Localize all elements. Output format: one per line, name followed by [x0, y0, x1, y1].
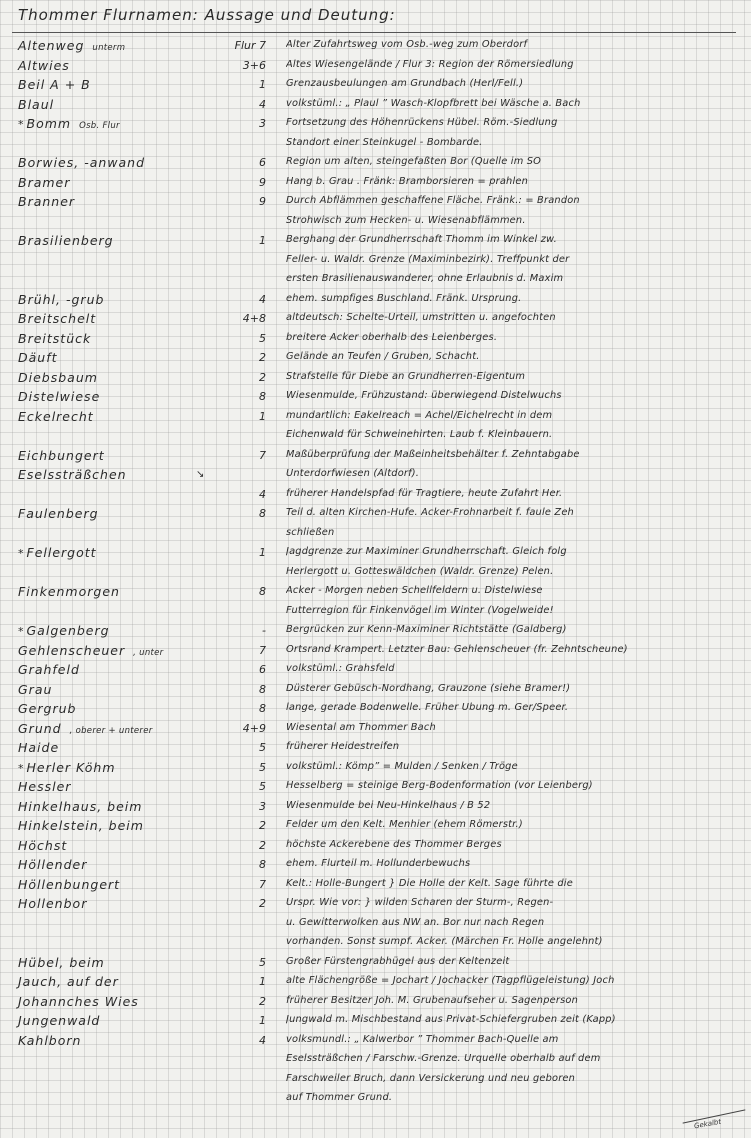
list-item	[0, 857, 751, 877]
flur-number: 6	[259, 663, 266, 676]
meaning-text: Hang b. Grau . Fränk: Bramborsieren = prahlen	[286, 175, 529, 187]
flur-number: 7	[259, 448, 266, 462]
meaning-text: Großer Fürstengrabhügel aus der Keltenzeit	[286, 955, 510, 967]
flurname-term	[18, 584, 120, 599]
term-qualifier: , unter	[133, 647, 164, 658]
flurname-term	[18, 116, 120, 131]
list-item	[0, 584, 751, 604]
term-text: Grau	[18, 681, 53, 697]
flurname-term	[18, 740, 59, 755]
list-item	[0, 292, 751, 312]
term-text: Gergrub	[18, 701, 77, 716]
flur-number: 5	[259, 760, 266, 774]
flurnamen-list	[0, 38, 751, 1111]
list-item	[0, 877, 751, 897]
meaning-text: früherer Heidestreifen	[286, 741, 400, 752]
list-item	[0, 779, 751, 799]
meaning-text: volkstüml.: Kömp” = Mulden / Senken / Tröge	[286, 760, 518, 772]
flur-number: 1	[259, 546, 266, 559]
term-text: Diebsbaum	[18, 369, 98, 385]
list-item	[0, 136, 751, 156]
flur-number: 2	[259, 897, 266, 910]
list-item	[0, 935, 751, 955]
list-item	[0, 38, 751, 58]
term-text: Beil A + B	[18, 77, 91, 92]
list-item	[0, 175, 751, 195]
asterisk-marker: *	[18, 761, 25, 775]
asterisk-marker: *	[18, 118, 25, 131]
list-item	[0, 799, 751, 819]
flur-number: 4	[259, 1033, 266, 1047]
asterisk-marker: *	[18, 625, 25, 638]
flurname-term	[18, 350, 58, 365]
term-text: Däuft	[18, 350, 58, 365]
meaning-text: Farschweiler Bruch, dann Versickerung und neu geboren	[286, 1072, 576, 1084]
term-text: Höchst	[18, 837, 68, 853]
meaning-text: Alter Zufahrtsweg vom Osb.-weg zum Oberdorf	[286, 39, 528, 50]
flurname-term	[18, 955, 105, 970]
meaning-text: Wiesenmulde, Frühzustand: überwiegend Distelwuchs	[286, 390, 562, 401]
flur-number: 4	[259, 292, 266, 306]
flur-number: 5	[259, 741, 266, 754]
list-item	[0, 545, 751, 565]
meaning-text: Maßüberprüfung der Maßeinheitsbehälter f. Zehntabgabe	[286, 448, 580, 460]
list-item	[0, 682, 751, 702]
meaning-text: früherer Handelspfad für Tragtiere, heute Zufahrt Her.	[286, 487, 563, 499]
flurname-term	[18, 175, 70, 190]
flurname-term	[18, 1013, 100, 1028]
list-item	[0, 565, 751, 585]
term-qualifier: , oberer + unterer	[69, 725, 153, 736]
flur-number: 7	[259, 643, 266, 657]
flur-number: 4	[259, 487, 266, 501]
term-text: Höllenbungert	[18, 876, 121, 892]
flur-number: 4+8	[242, 312, 266, 325]
meaning-text: alte Flächengröße = Jochart / Jochacker (Tagpflügeleistung) Joch	[286, 975, 615, 986]
list-item	[0, 214, 751, 234]
list-item	[0, 974, 751, 994]
term-text: Bramer	[18, 174, 71, 190]
flur-number: 1	[259, 975, 266, 988]
flur-number: 5	[259, 955, 266, 969]
page-title: Thommer Flurnamen: Aussage und Deutung:	[18, 6, 396, 24]
term-text: Brasilienberg	[18, 233, 114, 248]
flurname-term	[18, 58, 70, 73]
flur-number: 2	[259, 351, 266, 364]
flur-number: 2	[259, 819, 266, 832]
flur-number: 2	[259, 370, 266, 384]
term-text: Herler Köhm	[26, 759, 116, 775]
flurname-term	[18, 97, 54, 112]
flur-number: 3	[259, 799, 266, 813]
flur-number: 8	[259, 858, 266, 871]
flurname-term	[18, 662, 80, 677]
flur-number: 9	[259, 175, 266, 189]
list-item	[0, 253, 751, 273]
list-item	[0, 994, 751, 1014]
flurname-term	[18, 292, 104, 307]
flur-number: 8	[259, 682, 266, 696]
meaning-text: u. Gewitterwolken aus NW an. Bor nur nach Regen	[286, 916, 545, 928]
flurname-term	[18, 331, 91, 346]
flur-number: 3	[259, 117, 266, 130]
flurname-term	[18, 857, 87, 872]
meaning-text: volkstüml.: „ Plaul ” Wasch-Klopfbrett bei Wäsche a. Bach	[286, 97, 581, 109]
meaning-text: ersten Brasilienauswanderer, ohne Erlaubnis d. Maxim	[286, 273, 564, 284]
list-item	[0, 760, 751, 780]
term-text: Höllender	[18, 857, 88, 872]
meaning-text: Jagdgrenze zur Maximiner Grundherrschaft. Gleich folg	[286, 546, 567, 557]
meaning-text: Eichenwald für Schweinehirten. Laub f. Kleinbauern.	[286, 429, 553, 440]
meaning-text: Altes Wiesengelände / Flur 3: Region der Römersiedlung	[286, 58, 574, 70]
flurname-term	[18, 779, 71, 794]
list-item	[0, 643, 751, 663]
term-text: Hinkelhaus, beim	[18, 798, 143, 814]
meaning-text: Grenzausbeulungen am Grundbach (Herl/Fell.)	[286, 78, 524, 89]
meaning-text: Strohwisch zum Hecken- u. Wiesenabflämmen.	[286, 214, 526, 226]
flurname-term	[18, 233, 114, 248]
flurname-term	[18, 38, 125, 53]
flurname-term	[18, 760, 116, 775]
flurname-term	[18, 994, 139, 1009]
meaning-text: höchste Ackerebene des Thommer Berges	[286, 838, 502, 850]
title-underline	[12, 32, 736, 33]
list-item	[0, 1072, 751, 1092]
meaning-text: lange, gerade Bodenwelle. Früher Übung m. Ger/Speer.	[286, 702, 569, 713]
meaning-text: Unterdorfwiesen (Altdorf).	[286, 468, 420, 479]
meaning-text: Wiesenmulde bei Neu-Hinkelhaus / B 52	[286, 799, 491, 811]
meaning-text: mundartlich: Eakelreach = Ächel/Eichelrecht in dem	[286, 409, 553, 421]
meaning-text: Gelände an Teufen / Gruben, Schacht.	[286, 351, 480, 362]
term-text: Grund	[18, 720, 62, 736]
term-text: Fellergott	[26, 545, 97, 560]
flur-number: 9	[259, 195, 266, 208]
term-text: Kahlborn	[18, 1032, 82, 1048]
flurname-term	[18, 721, 153, 736]
flur-number: 4	[259, 97, 266, 111]
list-item	[0, 116, 751, 136]
meaning-text: auf Thommer Grund.	[286, 1092, 393, 1103]
flur-number: 8	[259, 390, 266, 403]
list-item	[0, 526, 751, 546]
list-item	[0, 740, 751, 760]
flur-number: 8	[259, 702, 266, 715]
flurname-term	[18, 448, 105, 463]
meaning-text: früherer Besitzer Joh. M. Grubenaufseher u. Sagenperson	[286, 994, 579, 1006]
meaning-text: Berghang der Grundherrschaft Thomm im Winkel zw.	[286, 234, 557, 245]
term-text: Eselssträßchen	[18, 467, 127, 482]
flur-number: 5	[259, 780, 266, 793]
flurname-term	[18, 818, 144, 833]
list-item	[0, 721, 751, 741]
flur-number: 7	[259, 877, 266, 891]
flurname-term	[18, 623, 110, 638]
meaning-text: breitere Äcker oberhalb des Leienberges.	[286, 331, 498, 343]
flurname-term	[18, 77, 91, 92]
list-item	[0, 1033, 751, 1053]
flurname-term	[18, 896, 87, 911]
list-item	[0, 916, 751, 936]
list-item	[0, 311, 751, 331]
list-item	[0, 604, 751, 624]
flurname-term	[18, 799, 142, 814]
term-text: Johannches Wies	[18, 993, 139, 1009]
meaning-text: altdeutsch: Schelte-Urteil, umstritten u. angefochten	[286, 312, 556, 323]
meaning-text: Futterregion für Finkenvögel im Winter (Vogelweide!	[286, 604, 554, 616]
term-text: Hübel, beim	[18, 954, 105, 970]
list-item	[0, 1013, 751, 1033]
flur-number: 4+9	[242, 721, 266, 735]
meaning-text: Feller- u. Waldr. Grenze (Maximinbezirk). Treffpunkt der	[286, 253, 570, 265]
asterisk-marker: *	[18, 547, 25, 560]
term-text: Altenweg	[18, 38, 85, 53]
term-text: Hollenbor	[18, 896, 88, 911]
list-item	[0, 155, 751, 175]
flur-number: 8	[259, 507, 266, 520]
term-text: Hinkelstein, beim	[18, 818, 144, 833]
term-text: Borwies, -anwand	[18, 155, 146, 170]
meaning-text: volkstüml.: Grahsfeld	[286, 663, 395, 674]
flurname-term	[18, 643, 163, 658]
term-text: Jungenwald	[18, 1013, 101, 1028]
meaning-text: ehem. Flurteil m. Hollunderbewuchs	[286, 858, 471, 869]
list-item	[0, 623, 751, 643]
meaning-text: volksmundl.: „ Kalwerbor ” Thommer Bach-Quelle am	[286, 1033, 559, 1045]
meaning-text: Region um alten, steingefaßten Bor (Quelle im SO	[286, 156, 542, 167]
flurname-term	[18, 409, 94, 424]
flur-number: Flur 7	[234, 39, 266, 52]
meaning-text: Bergrücken zur Kenn-Maximiner Richtstätte (Galdberg)	[286, 624, 567, 635]
meaning-text: Eselssträßchen / Farschw.-Grenze. Urquelle oberhalb auf dem	[286, 1053, 601, 1064]
list-item	[0, 370, 751, 390]
flur-number: 1	[259, 1014, 266, 1027]
flurname-term	[18, 1033, 81, 1048]
term-qualifier: unterm	[92, 43, 126, 53]
meaning-text: Durch Abflämmen geschaffene Fläche. Fränk.: = Brandon	[286, 195, 580, 206]
flurname-term	[18, 701, 76, 716]
flur-number: 8	[259, 585, 266, 598]
list-item	[0, 409, 751, 429]
flur-number: -	[262, 624, 266, 637]
term-text: Bomm	[26, 116, 72, 131]
flurname-term	[18, 370, 98, 385]
arrow-icon: ↘	[196, 469, 205, 480]
flurname-term	[18, 155, 145, 170]
term-text: Distelwiese	[18, 389, 101, 404]
list-item	[0, 272, 751, 292]
list-item	[0, 955, 751, 975]
term-text: Jauch, auf der	[18, 974, 119, 989]
term-text: Branner	[18, 194, 76, 209]
term-text: Eckelrecht	[18, 408, 94, 424]
meaning-text: Felder um den Kelt. Menhier (ehem Römerstr.)	[286, 819, 523, 830]
flurname-term	[18, 682, 52, 697]
meaning-text: Wiesental am Thommer Bach	[286, 721, 436, 733]
flur-number: 3+6	[242, 58, 266, 72]
list-item	[0, 506, 751, 526]
flurname-term	[18, 389, 100, 404]
signature: Gekalbt	[693, 1117, 722, 1131]
list-item	[0, 818, 751, 838]
meaning-text: Teil d. alten Kirchen-Hufe. Acker-Frohnarbeit f. faule Zeh	[286, 507, 574, 518]
flur-number: 5	[259, 331, 266, 345]
meaning-text: Jungwald m. Mischbestand aus Privat-Schiefergruben zeit (Kapp)	[286, 1014, 616, 1025]
list-item	[0, 838, 751, 858]
term-text: Galgenberg	[26, 623, 110, 638]
list-item	[0, 1091, 751, 1111]
term-text: Gehlenscheuer	[18, 642, 126, 658]
list-item	[0, 1052, 751, 1072]
list-item	[0, 896, 751, 916]
meaning-text: Herlergott u. Gotteswäldchen (Waldr. Grenze) Pelen.	[286, 565, 554, 577]
flurname-term	[18, 506, 99, 521]
term-text: Finkenmorgen	[18, 584, 120, 599]
flur-number: 1	[259, 409, 266, 423]
list-item	[0, 428, 751, 448]
list-item	[0, 701, 751, 721]
list-item	[0, 194, 751, 214]
flur-number: 2	[259, 994, 266, 1008]
term-text: Faulenberg	[18, 506, 99, 521]
meaning-text: Fortsetzung des Höhenrückens Hübel. Röm.-Siedlung	[286, 117, 558, 128]
flur-number: 1	[259, 234, 266, 247]
meaning-text: Standort einer Steinkugel - Bombarde.	[286, 136, 483, 148]
term-text: Eichbungert	[18, 447, 105, 463]
flurname-term	[18, 877, 120, 892]
meaning-text: schließen	[286, 526, 335, 538]
meaning-text: vorhanden. Sonst sumpf. Acker. (Märchen Fr. Holle angelehnt)	[286, 936, 603, 947]
meaning-text: Hesselberg = steinige Berg-Bodenformation (vor Leienberg)	[286, 780, 593, 791]
meaning-text: Kelt.: Holle-Bungert } Die Holle der Kelt. Sage führte die	[286, 877, 573, 889]
flurname-term	[18, 467, 127, 482]
list-item	[0, 448, 751, 468]
flurname-term	[18, 311, 96, 326]
meaning-text: Urspr. Wie vor: } wilden Scharen der Sturm-, Regen-	[286, 897, 554, 908]
term-text: Haide	[18, 740, 60, 755]
flurname-term	[18, 545, 97, 560]
meaning-text: ehem. sumpfiges Buschland. Fränk. Ursprung.	[286, 292, 522, 304]
term-text: Hessler	[18, 779, 72, 794]
list-item	[0, 58, 751, 78]
flurname-term	[18, 838, 67, 853]
list-item	[0, 350, 751, 370]
term-text: Breitschelt	[18, 311, 97, 326]
list-item	[0, 389, 751, 409]
term-text: Altwies	[18, 57, 70, 73]
term-text: Breitstück	[18, 330, 92, 346]
flur-number: 6	[259, 156, 266, 169]
meaning-text: Ortsrand Krampert. Letzter Bau: Gehlenscheuer (fr. Zehntscheune)	[286, 643, 628, 655]
list-item	[0, 467, 751, 487]
flurname-term	[18, 194, 75, 209]
term-text: Grahfeld	[18, 662, 80, 677]
flur-number: 1	[259, 78, 266, 91]
term-text: Brühl, -grub	[18, 291, 105, 307]
meaning-text: Düsterer Gebüsch-Nordhang, Grauzone (siehe Bramer!)	[286, 682, 571, 694]
flurname-term	[18, 974, 119, 989]
list-item	[0, 77, 751, 97]
term-qualifier: Osb. Flur	[79, 121, 120, 131]
list-item	[0, 331, 751, 351]
list-item	[0, 233, 751, 253]
term-text: Blaul	[18, 96, 55, 112]
list-item	[0, 662, 751, 682]
meaning-text: Strafstelle für Diebe an Grundherren-Eigentum	[286, 370, 526, 382]
list-item	[0, 97, 751, 117]
list-item	[0, 487, 751, 507]
meaning-text: Acker - Morgen neben Schellfeldern u. Distelwiese	[286, 585, 543, 596]
flur-number: 2	[259, 838, 266, 852]
